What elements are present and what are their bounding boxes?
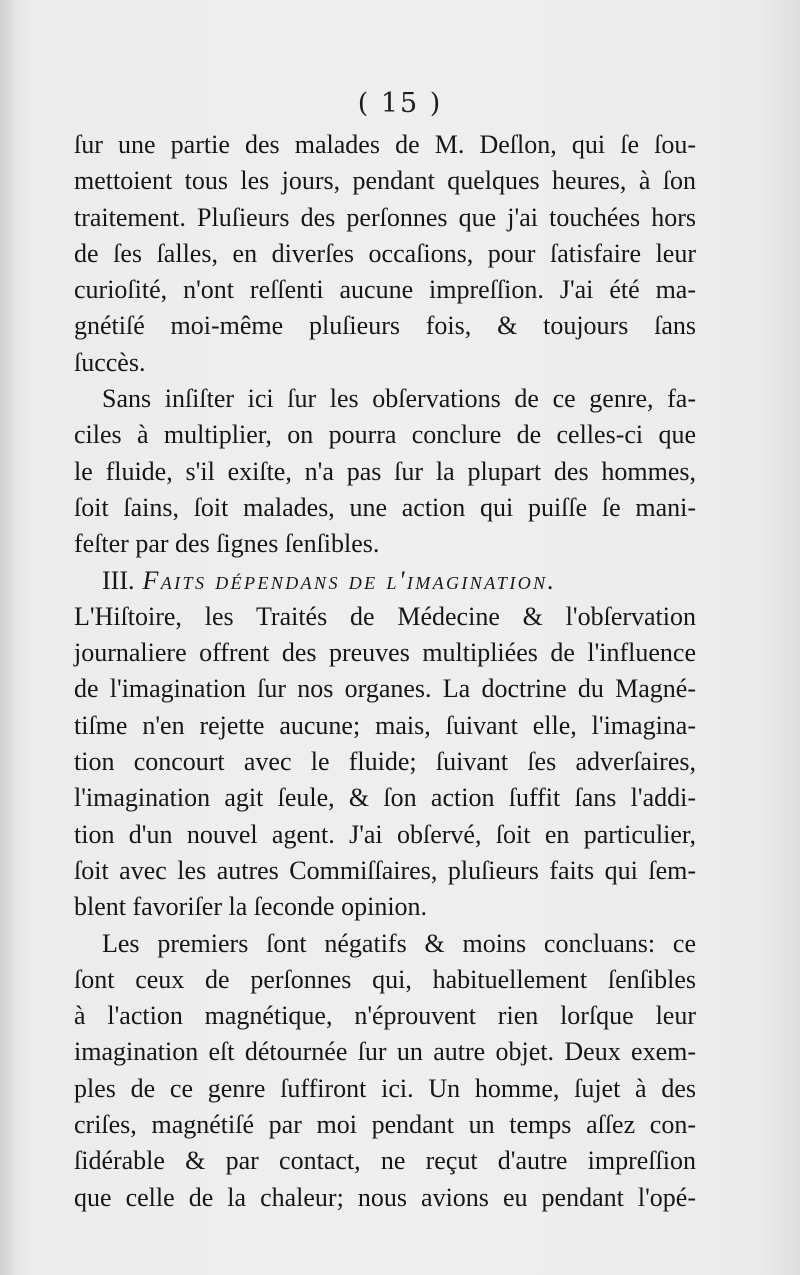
text-line: feſter par des ſignes ſenſibles. <box>74 529 380 559</box>
text-line: ciles à multiplier, on pourra conclure de celles-ci que <box>74 420 696 450</box>
text-line: tion d'un nouvel agent. J'ai obſervé, ſoit en particulier, <box>74 819 696 849</box>
text-line: traitement. Pluſieurs des perſonnes que j'ai touchées hors <box>74 202 696 232</box>
text-line: gnétiſé moi-même pluſieurs fois, & toujours ſans <box>74 311 696 341</box>
text-line: que celle de la chaleur; nous avions eu pendant l'opé- <box>74 1182 696 1212</box>
text-line: de l'imagination ſur nos organes. La doctrine du Magné- <box>74 674 696 704</box>
text-line: Sans inſiſter ici ſur les obſervations de ce genre, fa- <box>102 384 696 414</box>
text-line: tiſme n'en rejette aucune; mais, ſuivant elle, l'imagina- <box>74 710 696 740</box>
paragraph-4 <box>74 926 696 1216</box>
body-text <box>74 127 696 1216</box>
text-line: le fluide, s'il exiſte, n'a pas ſur la plupart des hommes, <box>74 456 696 486</box>
text-line: ſur une partie des malades de M. Deſlon, qui ſe ſou- <box>74 130 696 159</box>
paragraph-3 <box>74 599 696 926</box>
text-line: ſidérable & par contact, ne reçut d'autre impreſſion <box>74 1146 696 1176</box>
text-line: ples de ce genre ſuffiront ici. Un homme, ſujet à des <box>74 1073 696 1103</box>
paragraph-2 <box>74 381 696 562</box>
text-line: mettoient tous les jours, pendant quelques heures, à ſon <box>74 166 696 196</box>
text-line: de ſes ſalles, en diverſes occaſions, pour ſatisfaire leur <box>74 238 696 268</box>
text-line: blent favoriſer la ſeconde opinion. <box>74 892 428 922</box>
text-line: ſoit avec les autres Commiſſaires, pluſieurs faits qui ſem- <box>74 855 696 885</box>
paragraph-1 <box>74 127 696 381</box>
text-line: Les premiers ſont négatifs & moins concluans: ce <box>102 928 696 958</box>
page-number: ( 15 ) <box>357 88 443 119</box>
text-line: ſoit ſains, ſoit malades, une action qui puiſſe ſe mani- <box>74 492 696 522</box>
text-line: curioſité, n'ont reſſenti aucune impreſſion. J'ai été ma- <box>74 275 696 305</box>
text-line: ſont ceux de perſonnes qui, habituellement ſenſibles <box>74 964 696 994</box>
gutter-shadow <box>0 0 14 1275</box>
section-title: Faits dépendans de l'imagination. <box>142 565 557 595</box>
text-line: tion concourt avec le fluide; ſuivant ſes adverſaires, <box>74 747 696 777</box>
text-line: imagination eſt détournée ſur un autre objet. Deux exem- <box>74 1037 696 1067</box>
section-numeral: III. <box>102 565 135 595</box>
text-line: ſuccès. <box>74 347 146 377</box>
text-line: à l'action magnétique, n'éprouvent rien lorſque leur <box>74 1001 696 1031</box>
text-line: l'imagination agit ſeule, & ſon action ſuffit ſans l'addi- <box>74 783 696 813</box>
text-line: L'Hiſtoire, les Traités de Médecine & l'obſervation <box>74 601 696 631</box>
text-line: journaliere offrent des preuves multipliées de l'influence <box>74 638 696 668</box>
text-line: criſes, magnétiſé par moi pendant un temps aſſez con- <box>74 1110 696 1140</box>
section-heading <box>74 563 696 599</box>
